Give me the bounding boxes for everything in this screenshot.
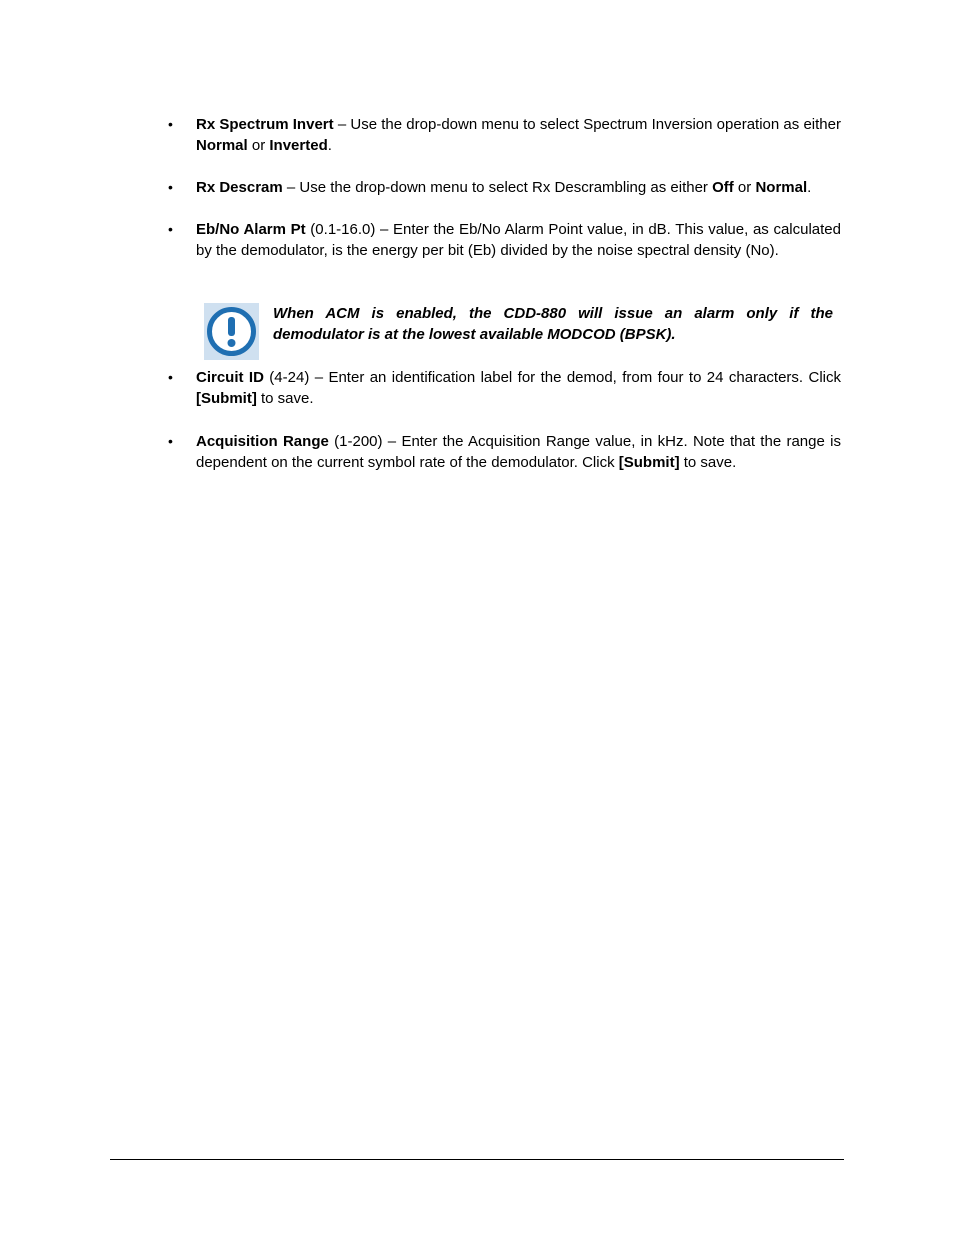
item-circuit-id	[196, 367, 841, 409]
bold-term: Normal	[755, 179, 808, 196]
bold-term: [Submit]	[196, 390, 257, 407]
bullet-2: •	[168, 221, 173, 237]
bullet-1: •	[168, 179, 173, 195]
note-text: When ACM is enabled, the CDD-880 will issue an alarm only if the demodulator is at the lowest available MODCOD (BPSK).	[273, 305, 833, 343]
text-run: – Use the drop-down menu to select Rx Descrambling as either	[282, 179, 713, 196]
text-run: (0.1-16.0) – Enter the Eb/No Alarm Point value, in dB. This value, as calculated by the demodulator, is the energy per bit (Eb) divided by the noise spectral density (No).	[196, 221, 841, 259]
bullet-4: •	[168, 433, 173, 449]
text-run: or	[247, 137, 270, 154]
text-run: .	[807, 179, 812, 196]
item-rx-descram	[196, 177, 841, 198]
bold-term: Inverted	[269, 137, 328, 154]
item-rx-spectrum-invert	[196, 114, 841, 156]
bold-term: Off	[712, 179, 734, 196]
text-run: to save.	[679, 454, 737, 471]
text-run: .	[327, 137, 332, 154]
exclamation-circle-icon	[204, 303, 259, 360]
text-run: or	[733, 179, 756, 196]
bold-term: Rx Descram	[196, 179, 283, 196]
bullet-0: •	[168, 116, 173, 132]
bold-term: Rx Spectrum Invert	[196, 116, 334, 133]
bold-term: Circuit ID	[196, 369, 264, 386]
item-ebno-alarm-pt	[196, 219, 841, 261]
item-acquisition-range	[196, 431, 841, 473]
bold-term: Normal	[196, 137, 248, 154]
text-run: (4-24) – Enter an identification label for the demod, from four to 24 characters. Click	[263, 369, 841, 386]
bold-term: [Submit]	[618, 454, 680, 471]
text-run: – Use the drop-down menu to select Spectrum Inversion operation as either	[333, 116, 841, 133]
text-run: (1-200) – Enter the Acquisition Range value, in kHz. Note that the range is dependent on the current symbol rate of the demodulator. Click	[196, 433, 841, 471]
footer-rule	[110, 1159, 844, 1160]
bold-term: Eb/No Alarm Pt	[196, 221, 306, 238]
bold-term: Acquisition Range	[196, 433, 329, 450]
text-run: to save.	[256, 390, 314, 407]
bullet-3: •	[168, 369, 173, 385]
